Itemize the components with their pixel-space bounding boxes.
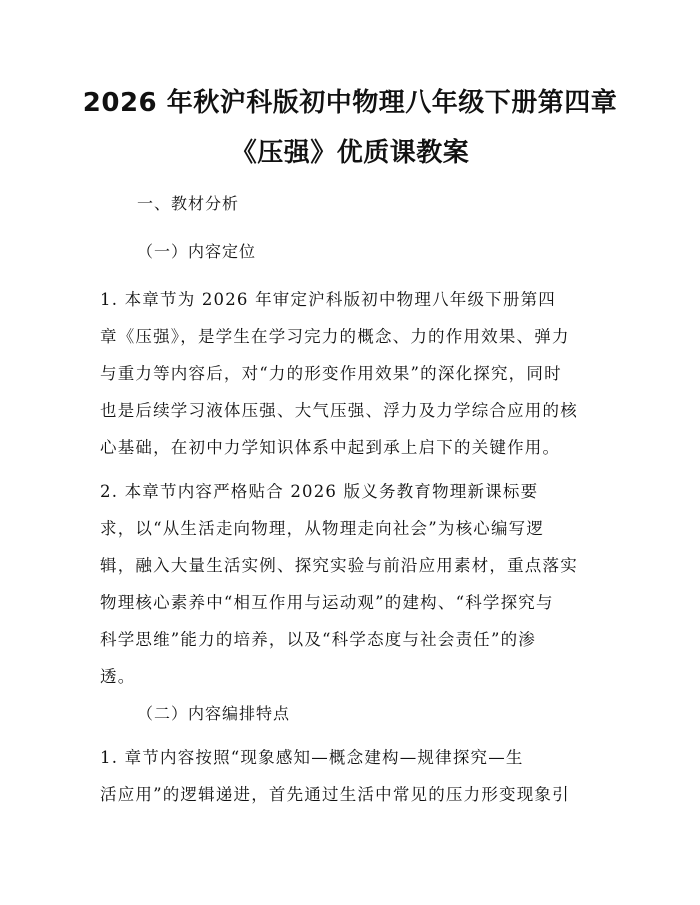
paragraph-content-positioning-2 [100, 473, 600, 695]
paragraph-arrangement-features-1 [100, 739, 600, 813]
paragraph-line: 科学思维”能力的培养，以及“科学态度与社会责任”的渗 [100, 630, 537, 649]
paragraph-line: 与重力等内容后，对“力的形变作用效果”的深化探究，同时 [100, 364, 562, 383]
document-title-line-1: 2026 年秋沪科版初中物理八年级下册第四章 [82, 88, 618, 118]
paragraph-content-positioning-1 [100, 281, 600, 466]
section-heading-teaching-material-analysis: 一、教材分析 [137, 194, 240, 213]
paragraph-line: 1. 本章节为 2026 年审定沪科版初中物理八年级下册第四 [100, 290, 556, 309]
paragraph-line: 2. 本章节内容严格贴合 2026 版义务教育物理新课标要 [100, 482, 539, 501]
paragraph-line: 1. 章节内容按照“现象感知—概念建构—规律探究—生 [100, 748, 524, 767]
paragraph-line: 活应用”的逻辑递进，首先通过生活中常见的压力形变现象引 [100, 785, 570, 804]
paragraph-line: 透。 [100, 667, 136, 686]
subsection-heading-arrangement-features: （二）内容编排特点 [137, 704, 291, 723]
paragraph-line: 辑，融入大量生活实例、探究实验与前沿应用素材，重点落实 [100, 556, 578, 575]
paragraph-line: 章《压强》，是学生在学习完力的概念、力的作用效果、弹力 [100, 327, 570, 346]
subsection-heading-content-positioning: （一）内容定位 [137, 242, 257, 261]
paragraph-line: 求，以“从生活走向物理，从物理走向社会”为核心编写逻 [100, 519, 545, 538]
paragraph-line: 也是后续学习液体压强、大气压强、浮力及力学综合应用的核 [100, 401, 578, 420]
paragraph-line: 心基础，在初中力学知识体系中起到承上启下的关键作用。 [100, 438, 561, 457]
paragraph-line: 物理核心素养中“相互作用与运动观”的建构、“科学探究与 [100, 593, 554, 612]
document-title-line-2: 《压强》优质课教案 [230, 138, 470, 168]
